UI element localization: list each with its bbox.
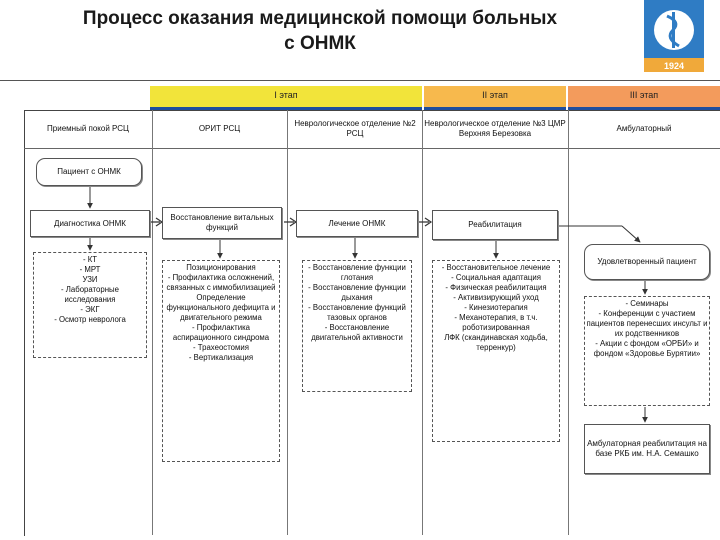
stage-3-label: III этап [629,90,659,100]
list-item: - Активизирующий уход [453,293,539,302]
list-item: - Восстановление двигательной активности [311,323,403,342]
stage-1-label: I этап [274,90,298,100]
list-item: Определение функционального дефицита и двигательного режима [166,293,276,322]
list-item: УЗИ [82,275,98,284]
list-item: - Трахеостомия [193,343,249,352]
list-item: - Вертикализация [188,353,254,362]
column-header-icu: ОРИТ РСЦ [153,112,286,146]
list-item: - Восстановление функции глотания [308,263,406,282]
ambulatory-activities-list [584,296,710,406]
stage-arrow-3 [419,218,431,226]
list-item: - Конференции с участием пациентов перенесших инсульт и их родственников [586,309,708,338]
list-item: - Физическая реабилитация [445,283,547,292]
stage-arrow-1 [150,218,162,226]
list-item: - Социальная адаптация [451,273,541,282]
ambulatory-rehab-box: Амбулаторная реабилитация на базе РКБ им. Н.А. Семашко [584,424,710,474]
title-line-2: с ОНМК [284,33,356,54]
vital-functions-box: Восстановление витальных функций [162,207,282,239]
list-item: - Механотерапия, в т.ч. роботизированная [454,313,538,332]
list-item: - Акции с фондом «ОРБИ» и фондом «Здоровье Бурятии» [593,339,701,358]
list-item: - Лабораторные исследования [61,285,119,304]
column-header-admission: Приемный покой РСЦ [25,112,151,146]
stage-arrow-2 [284,218,296,226]
list-item: - Восстановление функции дыхания [308,283,406,302]
list-item: - Семинары [625,299,669,308]
column-header-neuro-3: Неврологическое отделение №3 ЦМР Верхняя Березовка [424,111,566,147]
list-item: Позиционирования [186,263,256,272]
list-item: - Профилактика осложнений, связанных с иммобилизацией [166,273,276,292]
vital-functions-list [162,260,280,462]
column-header-neuro-2: Неврологическое отделение №2 РСЦ [290,112,420,146]
stage-2-label: II этап [482,90,508,100]
logo-year: 1924 [663,61,685,71]
list-item: - КТ [82,255,98,264]
list-item: - Восстановительное лечение [441,263,551,272]
arrow-rehab-to-satisfied [622,226,640,242]
list-item: - МРТ [79,265,101,274]
treatment-list [302,260,412,392]
patient-box: Пациент с ОНМК [36,158,142,186]
list-item: - ЭКГ [80,305,100,314]
list-item: - Восстановление функций тазовых органов [308,303,406,322]
list-item: - Кинезиотерапия [464,303,528,312]
rehabilitation-list [432,260,560,442]
diagnostics-list [33,252,147,358]
list-item: - Профилактика аспирационного синдрома [172,323,270,342]
list-item: ЛФК (скандинавская ходьба, терренкур) [444,333,548,352]
satisfied-patient-box: Удовлетворенный пациент [584,244,710,280]
diagnostics-box: Диагностика ОНМК [30,210,150,237]
list-item: - Осмотр невролога [54,315,126,324]
title-line-1: Процесс оказания медицинской помощи больных [82,8,558,29]
rehabilitation-box: Реабилитация [432,210,558,240]
column-header-ambulatory: Амбулаторный [570,112,718,146]
treatment-box: Лечение ОНМК [296,210,418,237]
